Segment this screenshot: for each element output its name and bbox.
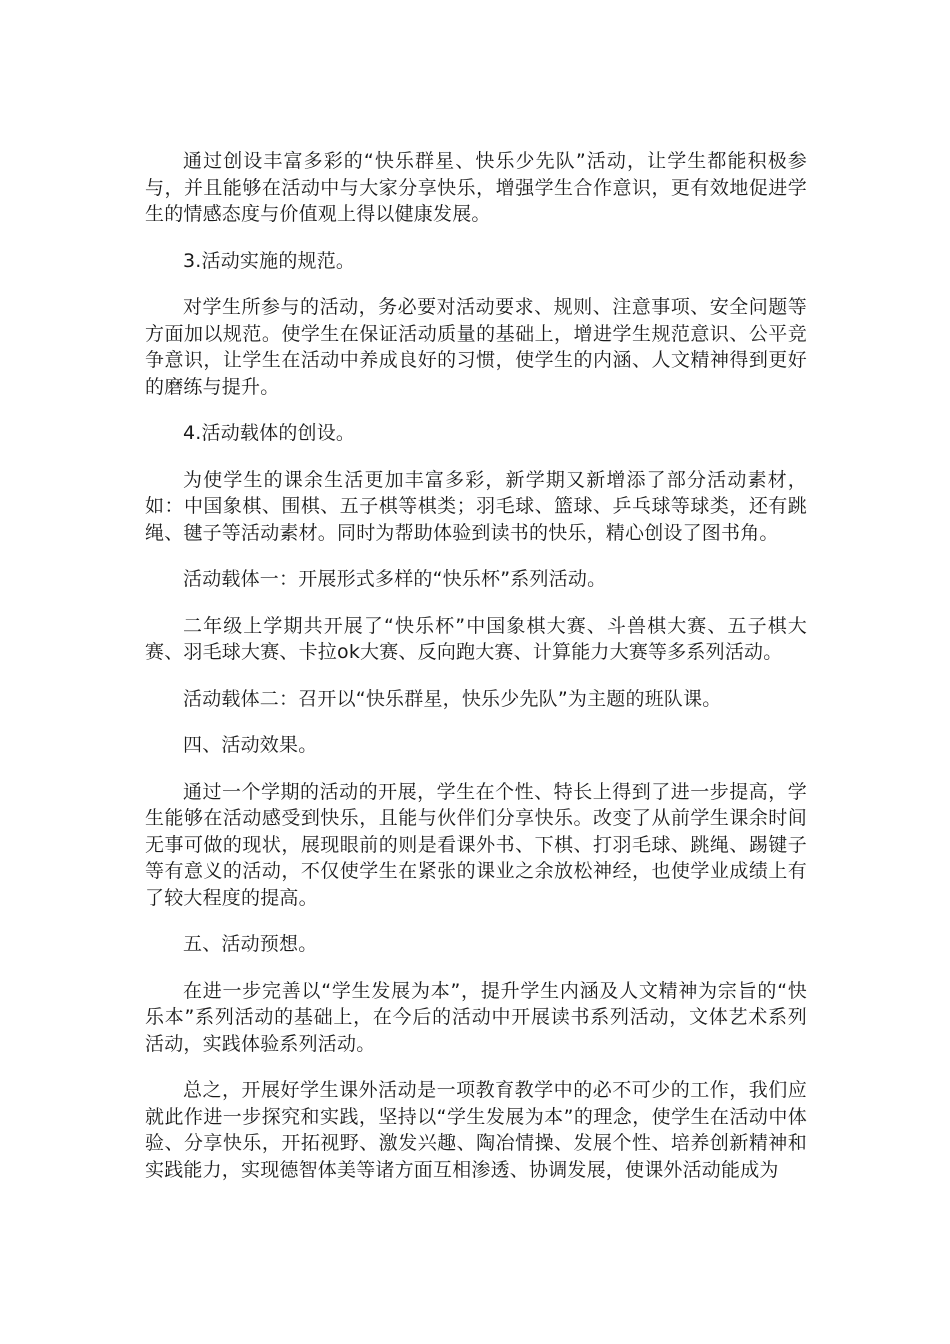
heading-activity-plan: 五、活动预想。 <box>183 933 318 955</box>
paragraph-carrier-two: 活动载体二：召开以“快乐群星，快乐少先队”为主题的班队课。 <box>183 687 722 710</box>
paragraph-intro: 通过创设丰富多彩的“快乐群星、快乐少先队”活动，让学生都能积极参与，并且能够在活动中与大家分享快乐，增强学生合作意识，更有效地促进学生的情感态度与价值观上得以健康发展。 <box>145 150 807 225</box>
heading-activity-carrier: 4.活动载体的创设。 <box>183 422 356 444</box>
paragraph-effect: 通过一个学期的活动的开展，学生在个性、特长上得到了进一步提高，学生能够在活动感受到快乐，且能与伙伴们分享快乐。改变了从前学生课余时间无事可做的现状，展现眼前的则是看课外书、下棋、打羽毛球、跳绳、踢键子等有意义的活动，不仅使学生在紧张的课业之余放松神经，也使学业成绩上有了较大程度的提高。 <box>145 780 807 909</box>
heading-activity-effect: 四、活动效果。 <box>183 734 318 756</box>
paragraph-carrier-one: 活动载体一：开展形式多样的“快乐杯”系列活动。 <box>183 568 607 590</box>
paragraph-competitions: 二年级上学期共开展了“快乐杯”中国象棋大赛、斗兽棋大赛、五子棋大赛、羽毛球大赛、卡拉ok大赛、反向跑大赛、计算能力大赛等多系列活动。 <box>145 614 807 663</box>
paragraph-conclusion: 总之，开展好学生课外活动是一项教育教学中的必不可少的工作，我们应就此作进一步探究和实践，坚持以“学生发展为本”的理念，使学生在活动中体验、分享快乐，开拓视野、激发兴趣、陶冶情操、发展个性、培养创新精神和实践能力，实现德智体美等诸方面互相渗透、协调发展，使课外活动能成为 <box>145 1079 807 1181</box>
document-body <box>145 148 807 1203</box>
paragraph-norms: 对学生所参与的活动，务必要对活动要求、规则、注意事项、安全问题等方面加以规范。使学生在保证活动质量的基础上，增进学生规范意识、公平竞争意识，让学生在活动中养成良好的习惯，使学生的内涵、人文精神得到更好的磨练与提升。 <box>145 296 807 398</box>
paragraph-plan: 在进一步完善以“学生发展为本”，提升学生内涵及人文精神为宗旨的“快乐本”系列活动的基础上，在今后的活动中开展读书系列活动，文体艺术系列活动，实践体验系列活动。 <box>145 979 807 1055</box>
paragraph-carrier: 为使学生的课余生活更加丰富多彩，新学期又新增添了部分活动素材，如：中国象棋、围棋、五子棋等棋类；羽毛球、篮球、乒乓球等球类，还有跳绳、毽子等活动素材。同时为帮助体验到读书的快乐，精心创设了图书角。 <box>145 468 807 544</box>
heading-activity-norms: 3.活动实施的规范。 <box>183 249 356 272</box>
